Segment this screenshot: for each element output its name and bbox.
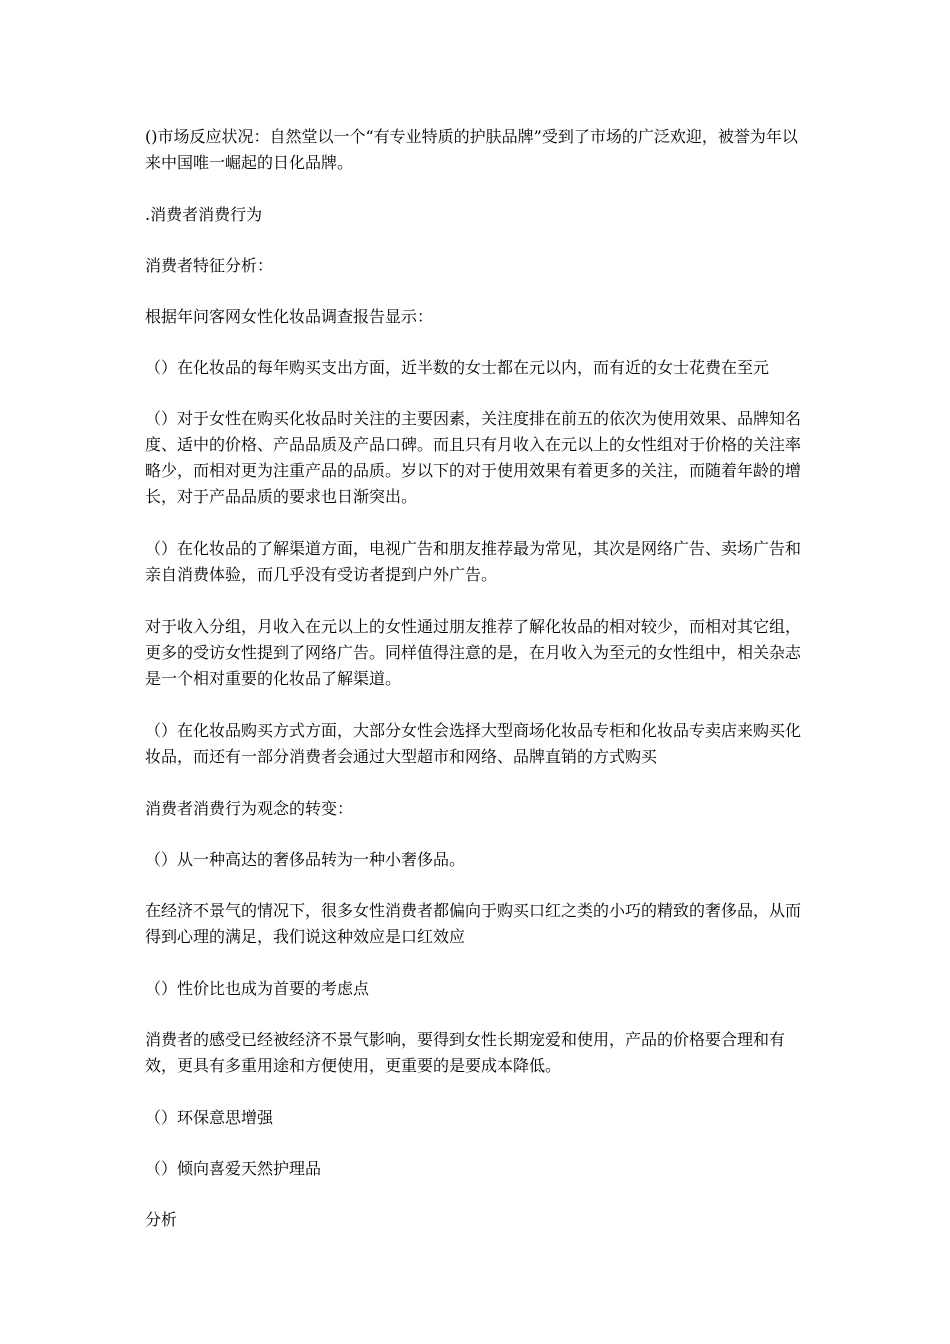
list-item-luxury: （）从一种高达的奢侈品转为一种小奢侈品。 (145, 850, 466, 869)
heading-analysis: 分析 (145, 1210, 178, 1229)
paragraph-factors: （）对于女性在购买化妆品时关注的主要因素，关注度排在前五的依次为使用效果、品牌知名度、适中的价格、产品品质及产品口碑。而且只有月收入在元以上的女性组对于价格的关注率略少，而相对更为注重产品的品质。岁以下的对于使用效果有着更多的关注，而随着年龄的增长，对于产品品质的要求也日渐突出。 (145, 409, 802, 506)
paragraph-survey-intro: 根据年问客网女性化妆品调查报告显示： (145, 307, 434, 326)
heading-consumer-behavior: .消费者消费行为 (145, 205, 263, 224)
paragraph-purchase-method: （）在化妆品购买方式方面，大部分女性会选择大型商场化妆品专柜和化妆品专卖店来购买化妆品，而还有一部分消费者会通过大型超市和网络、品牌直销的方式购买 (145, 721, 802, 766)
list-item-value: （）性价比也成为首要的考虑点 (145, 979, 370, 998)
paragraph-income-groups: 对于收入分组，月收入在元以上的女性通过朋友推荐了解化妆品的相对较少，而相对其它组，更多的受访女性提到了网络广告。同样值得注意的是，在月收入为至元的女性组中，相关杂志是一个相对重要的化妆品了解渠道。 (145, 617, 802, 688)
heading-consumer-features: 消费者特征分析： (145, 256, 274, 275)
paragraph-spending: （）在化妆品的每年购买支出方面，近半数的女士都在元以内，而有近的女士花费在至元 (145, 358, 770, 377)
heading-concept-change: 消费者消费行为观念的转变： (145, 799, 354, 818)
paragraph-lipstick-effect: 在经济不景气的情况下，很多女性消费者都偏向于购买口红之类的小巧的精致的奢侈品，从而得到心理的满足，我们说这种效应是口红效应 (145, 901, 802, 946)
paragraph-market-reaction: ()市场反应状况：自然堂以一个“有专业特质的护肤品牌”受到了市场的广泛欢迎，被誉为年以来中国唯一崛起的日化品牌。 (145, 127, 798, 172)
list-item-natural: （）倾向喜爱天然护理品 (145, 1159, 322, 1178)
list-item-eco: （）环保意思增强 (145, 1108, 274, 1127)
paragraph-price-reasonable: 消费者的感受已经被经济不景气影响，要得到女性长期宠爱和使用，产品的价格要合理和有效，更具有多重用途和方便使用，更重要的是要成本降低。 (145, 1030, 786, 1075)
paragraph-channels: （）在化妆品的了解渠道方面，电视广告和朋友推荐最为常见，其次是网络广告、卖场广告和亲自消费体验，而几乎没有受访者提到户外广告。 (145, 539, 802, 584)
document-body (145, 124, 810, 1258)
